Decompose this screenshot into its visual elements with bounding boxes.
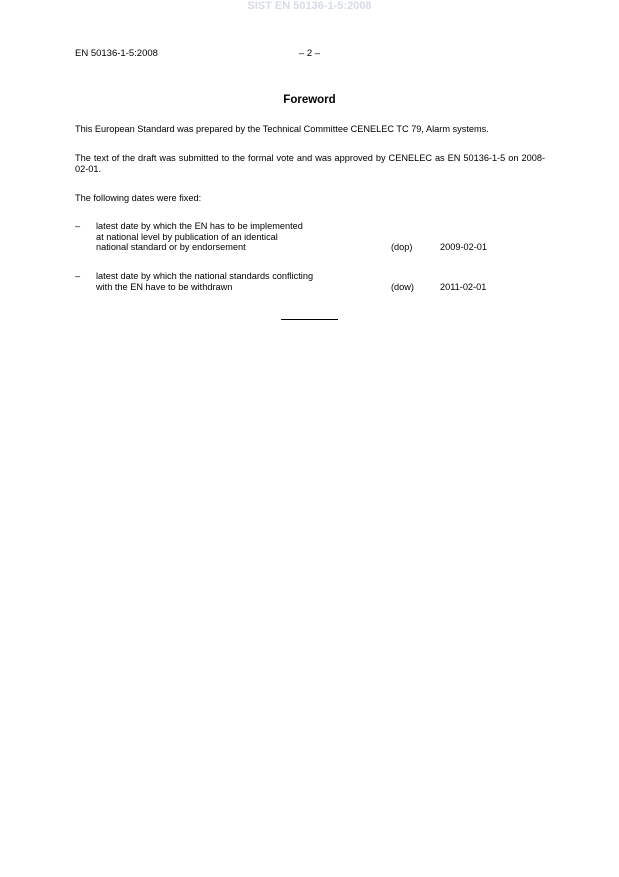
section-end-rule	[281, 319, 338, 320]
list-item-line: with the EN have to be withdrawn	[96, 281, 233, 292]
paragraph-approval: The text of the draft was submitted to the formal vote and was approved by CENELEC as EN 50136-1-5 on 2008-02-01.	[75, 153, 545, 174]
date-value: 2011-02-01	[440, 281, 487, 292]
list-bullet: –	[75, 271, 81, 281]
date-value: 2009-02-01	[440, 242, 487, 253]
list-item-line: at national level by publication of an identical	[96, 231, 278, 242]
list-item-line: latest date by which the EN has to be implemented	[96, 221, 303, 231]
list-item-text	[96, 271, 366, 292]
document-id: EN 50136-1-5:2008	[75, 48, 158, 59]
watermark: SIST EN 50136-1-5:2008	[247, 0, 372, 12]
paragraph-committee: This European Standard was prepared by the Technical Committee CENELEC TC 79, Alarm systems.	[75, 124, 489, 134]
page-number: – 2 –	[298, 48, 321, 59]
list-item-line: national standard or by endorsement	[96, 242, 246, 253]
paragraph-dates-intro: The following dates were fixed:	[75, 193, 202, 203]
list-item-line: latest date by which the national standards conflicting	[96, 271, 314, 281]
list-bullet: –	[75, 221, 81, 231]
date-abbreviation: (dop)	[391, 242, 413, 253]
list-item-text	[96, 221, 366, 253]
date-abbreviation: (dow)	[391, 281, 414, 292]
section-title: Foreword	[283, 94, 336, 106]
